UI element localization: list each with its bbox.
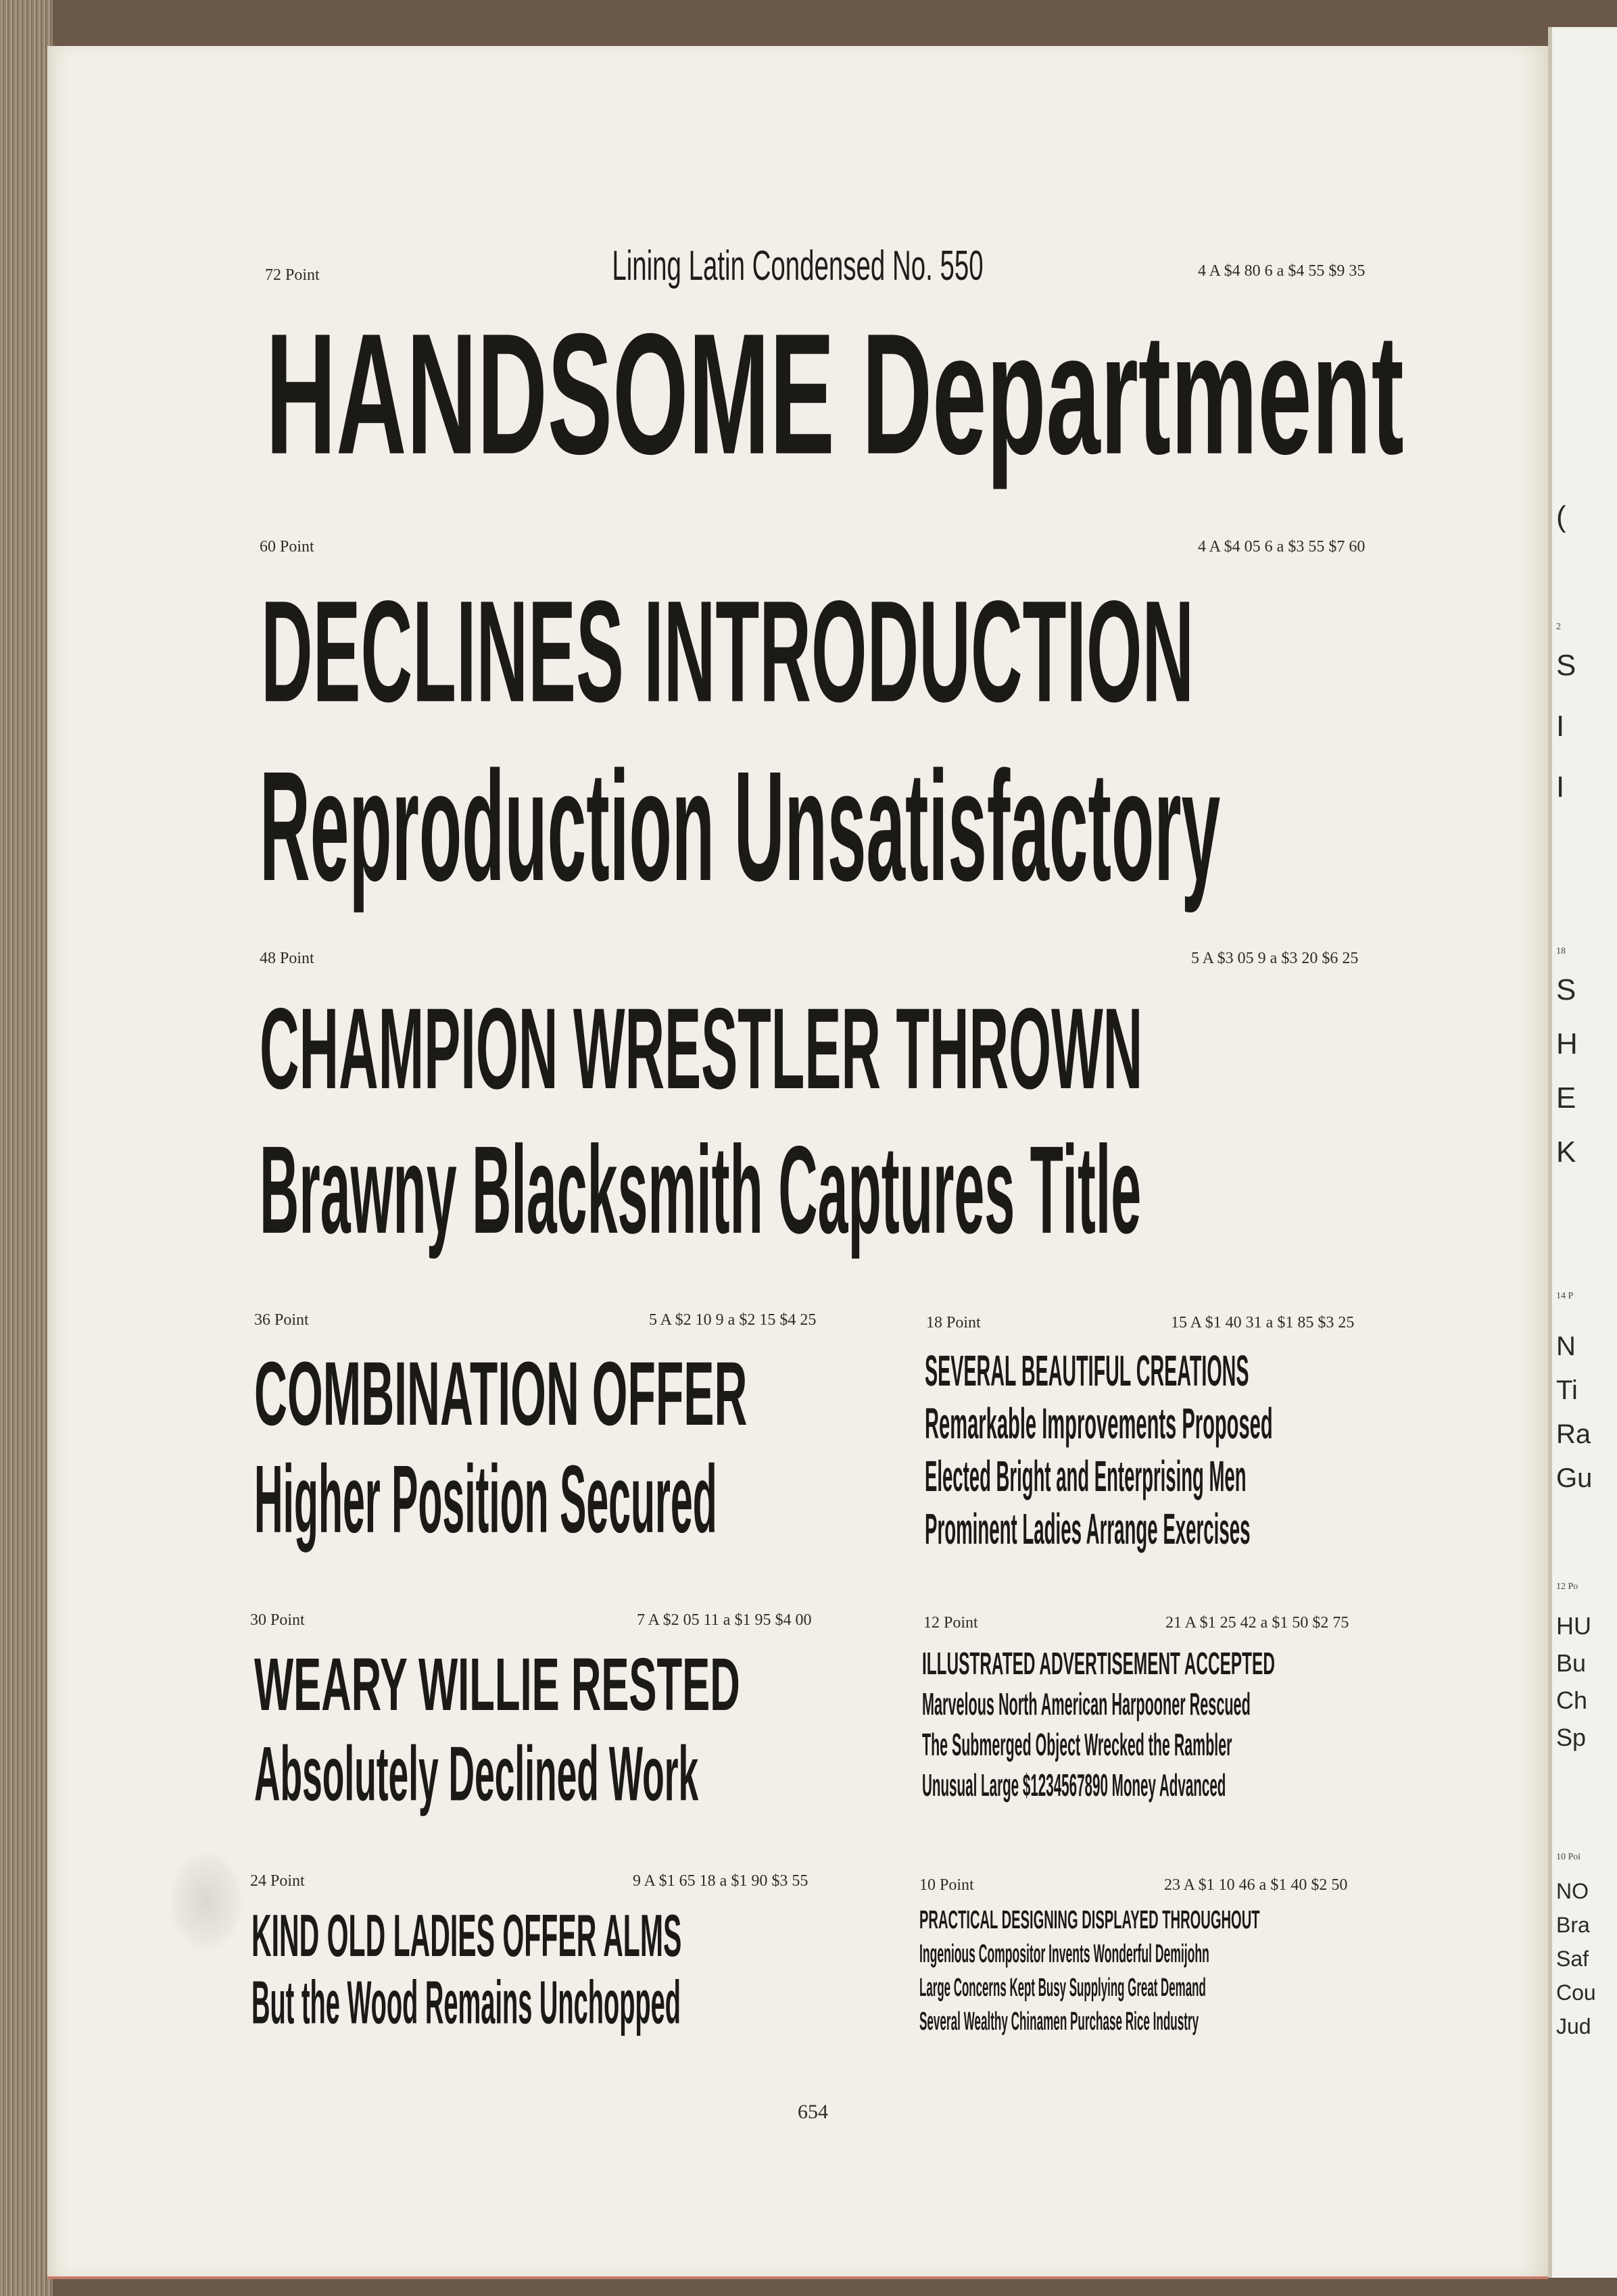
specimen-line: Higher Position Secured (254, 1446, 717, 1553)
specimen-price: 15 A $1 40 31 a $1 85 $3 25 (1171, 1314, 1355, 1332)
next-page-fragment: H (1556, 1027, 1578, 1060)
fingerprint-smudge (169, 1851, 243, 1952)
next-page-fragment: Ch (1556, 1686, 1588, 1714)
specimen-size-label: 72 Point (265, 266, 320, 284)
next-page-size: 12 Po (1556, 1582, 1578, 1592)
next-page-size: 14 P (1556, 1291, 1574, 1301)
next-page-fragment: E (1556, 1081, 1576, 1115)
specimen-price: 5 A $2 10 9 a $2 15 $4 25 (649, 1311, 817, 1329)
next-page-fragment: ( (1556, 500, 1566, 533)
next-page-fragment: S (1556, 973, 1576, 1006)
next-page-fragment: Saf (1556, 1947, 1589, 1971)
specimen-size-label: 60 Point (260, 538, 314, 556)
specimen-size-label: 48 Point (260, 950, 314, 967)
specimen-line: Ingenious Compositor Invents Wonderful Demijohn (919, 1940, 1209, 1968)
next-page-fragment: Ti (1556, 1375, 1578, 1405)
specimen-size-label: 24 Point (250, 1872, 305, 1890)
next-page-fragment: K (1556, 1135, 1576, 1169)
next-page-fragment: I (1556, 710, 1565, 743)
specimen-line: CHAMPION WRESTLER THROWN (260, 983, 1143, 1113)
next-page-size: 10 Poi (1556, 1852, 1581, 1862)
page-title: Lining Latin Condensed No. 550 (612, 243, 984, 289)
specimen-line: Remarkable Improvements Proposed (925, 1399, 1273, 1448)
specimen-line: Several Wealthy Chinamen Purchase Rice Industry (919, 2007, 1199, 2036)
next-page-size: 18 (1556, 946, 1566, 956)
next-page-fragment: NO (1556, 1879, 1589, 1903)
next-page-fragment: I (1556, 771, 1565, 804)
specimen-line: ILLUSTRATED ADVERTISEMENT ACCEPTED (922, 1646, 1275, 1681)
specimen-price: 9 A $1 65 18 a $1 90 $3 55 (633, 1872, 808, 1890)
next-page-fragment: Gu (1556, 1463, 1593, 1493)
specimen-line: Elected Bright and Enterprising Men (925, 1452, 1247, 1500)
specimen-line: PRACTICAL DESIGNING DISPLAYED THROUGHOUT (919, 1906, 1260, 1934)
specimen-line: Unusual Large $1234567890 Money Advanced (922, 1767, 1226, 1803)
specimen-price: 23 A $1 10 46 a $1 40 $2 50 (1164, 1876, 1348, 1894)
next-page-fragment: Bu (1556, 1649, 1587, 1677)
specimen-size-label: 36 Point (254, 1311, 309, 1329)
specimen-size-label: 18 Point (926, 1314, 981, 1332)
next-page-fragment: Jud (1556, 2014, 1591, 2038)
specimen-line: Large Concerns Kept Busy Supplying Great Demand (919, 1974, 1206, 2002)
specimen-price: 7 A $2 05 11 a $1 95 $4 00 (637, 1611, 812, 1629)
specimen-line: Brawny Blacksmith Captures Title (260, 1119, 1142, 1260)
page-number: 654 (798, 2101, 828, 2123)
specimen-size-label: 10 Point (919, 1876, 974, 1894)
specimen-line: Prominent Ladies Arrange Exercises (925, 1505, 1251, 1553)
next-page-fragment: S (1556, 649, 1576, 682)
specimen-line: DECLINES INTRODUCTION (261, 571, 1194, 733)
specimen-line: But the Wood Remains Unchopped (251, 1968, 681, 2036)
specimen-price: 5 A $3 05 9 a $3 20 $6 25 (1191, 950, 1359, 967)
next-page-fragment: N (1556, 1332, 1576, 1361)
specimen-page (47, 46, 1548, 2279)
specimen-line: Reproduction Unsatisfactory (260, 739, 1221, 914)
specimen-line: HANDSOME Department (266, 298, 1404, 491)
next-page-fragment: HU (1556, 1612, 1591, 1640)
specimen-line: SEVERAL BEAUTIFUL CREATIONS (925, 1346, 1249, 1395)
specimen-price: 21 A $1 25 42 a $1 50 $2 75 (1165, 1614, 1349, 1632)
specimen-size-label: 30 Point (250, 1611, 305, 1629)
specimen-line: Absolutely Declined Work (254, 1730, 699, 1817)
specimen-price: 4 A $4 05 6 a $3 55 $7 60 (1198, 538, 1366, 556)
specimen-size-label: 12 Point (923, 1614, 978, 1632)
specimen-line: The Submerged Object Wrecked the Rambler (922, 1727, 1232, 1762)
next-page-fragment: Ra (1556, 1419, 1591, 1449)
next-page-fragment: Sp (1556, 1724, 1587, 1751)
specimen-line: COMBINATION OFFER (254, 1344, 748, 1444)
specimen-line: WEARY WILLIE RESTED (254, 1643, 740, 1726)
next-page-size: 2 (1556, 622, 1561, 632)
specimen-line: KIND OLD LADIES OFFER ALMS (251, 1902, 682, 1969)
specimen-price: 4 A $4 80 6 a $4 55 $9 35 (1198, 262, 1366, 280)
next-page-fragment: Cou (1556, 1980, 1596, 2005)
specimen-line: Marvelous North American Harpooner Rescued (922, 1686, 1251, 1721)
book-spine-edge (0, 0, 53, 2296)
next-page-fragment: Bra (1556, 1913, 1590, 1937)
